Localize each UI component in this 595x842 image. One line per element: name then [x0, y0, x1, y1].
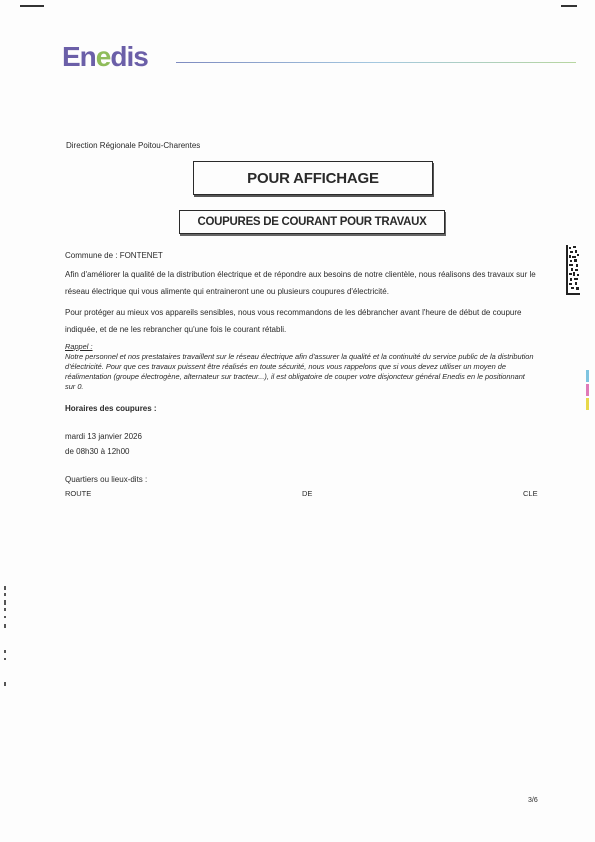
- location-column-de: DE: [302, 489, 313, 498]
- outage-date: mardi 13 janvier 2026: [65, 432, 142, 441]
- rappel-block: [65, 342, 535, 392]
- datamatrix-code: [566, 245, 580, 295]
- svg-text:Enedis: Enedis: [62, 41, 148, 71]
- page-number: 3/6: [528, 797, 538, 804]
- schedule-title: Horaires des coupures :: [65, 404, 157, 413]
- scanner-side-marks: [0, 584, 12, 694]
- direction-label: Direction Régionale Poitou-Charentes: [66, 141, 201, 150]
- enedis-logo: [62, 41, 174, 71]
- subtitle: COUPURES DE COURANT POUR TRAVAUX: [179, 210, 445, 234]
- cyan-mark: [586, 370, 589, 382]
- intro-paragraph: Afin d'améliorer la qualité de la distribution électrique et de répondre aux besoins de notre clientèle, nous réalisons des travaux sur le réseau électrique qui vous alimente qui entraineront une ou plusieurs coupures d'électricité.: [65, 270, 536, 296]
- locations-title: Quartiers ou lieux-dits :: [65, 475, 148, 484]
- yellow-mark: [586, 398, 589, 410]
- magenta-mark: [586, 384, 589, 396]
- protection-paragraph: Pour protéger au mieux vos appareils sensibles, nous vous recommandons de les débrancher avant l'heure de début de coupure indiquée, et de ne les rebrancher qu'une fois le courant rétabli.: [65, 308, 522, 334]
- location-column-cle: CLE: [523, 489, 538, 498]
- header-rule: [176, 62, 576, 63]
- outage-hours: de 08h30 à 12h00: [65, 447, 130, 456]
- scan-edge-mark: [561, 5, 577, 7]
- rappel-title: Rappel :: [65, 342, 93, 351]
- location-column-route: ROUTE: [65, 489, 92, 498]
- scan-edge-mark: [20, 5, 44, 7]
- main-title: POUR AFFICHAGE: [193, 161, 433, 195]
- rappel-text: Notre personnel et nos prestataires travaillent sur le réseau électrique afin d'assurer la qualité et la continuité du service public de la distribution d'électricité. Pour que ces travaux puissent être réalisés en toute sécurité, nous vous rappelons que si vous devez utiliser un moyen de réalimentation (groupe électrogène, alternateur sur tracteur...), il est obligatoire de couper votre disjoncteur général Enedis en le positionnant sur 0.: [65, 352, 534, 391]
- print-color-marks: [586, 370, 589, 412]
- commune-label: Commune de : FONTENET: [65, 251, 163, 260]
